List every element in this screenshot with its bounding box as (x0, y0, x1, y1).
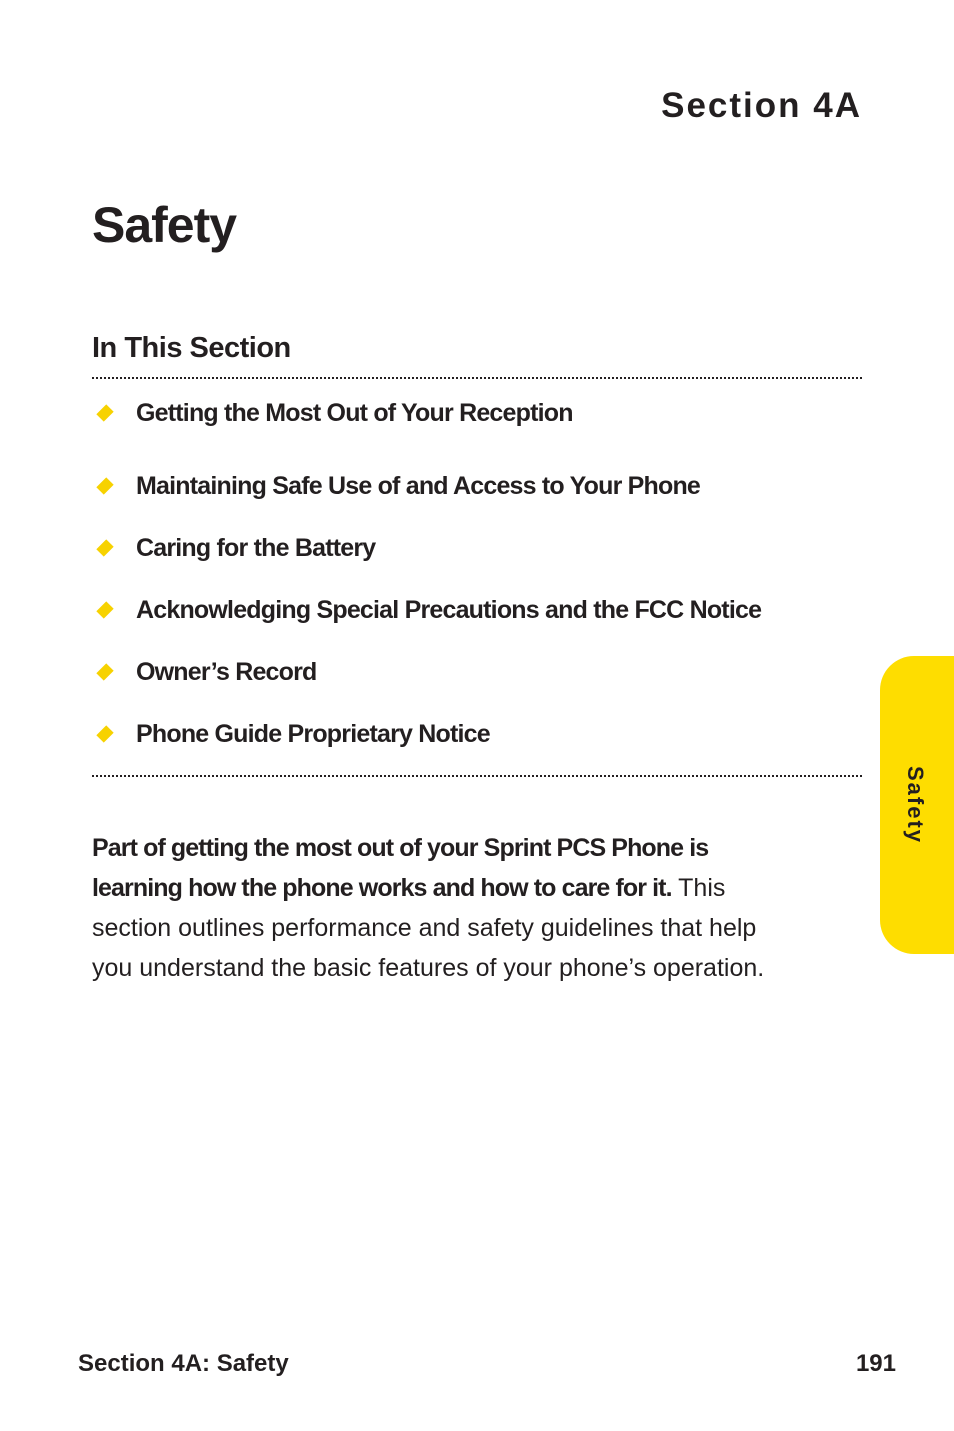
toc-item (92, 703, 862, 765)
intro-bold-text: Part of getting the most out of your Sprint PCS Phone is learning how the phone works and how to care for it. (92, 834, 709, 902)
toc-item-label: Owner’s Record (136, 657, 317, 686)
intro-regular-text: This section outlines performance and safety guidelines that help you understand the basic features of your phone’s operation. (92, 874, 765, 982)
footer-section-title: Section 4A: Safety (78, 1350, 289, 1377)
toc-item (92, 641, 862, 703)
page-number: 191 (855, 1350, 896, 1377)
toc-item (92, 455, 862, 517)
diamond-bullet-icon (96, 404, 113, 421)
toc-item-label: Acknowledging Special Precautions and the FCC Notice (136, 595, 762, 624)
diamond-bullet-icon (96, 725, 113, 742)
in-this-section (92, 332, 862, 777)
bottom-dotted-divider (92, 775, 862, 777)
toc-item (92, 517, 862, 579)
page-title: Safety (92, 197, 237, 253)
diamond-bullet-icon (96, 601, 113, 618)
toc-heading: In This Section (92, 332, 291, 364)
toc-item (92, 393, 862, 433)
toc-item-label: Phone Guide Proprietary Notice (136, 719, 490, 748)
toc-item-label: Caring for the Battery (136, 533, 376, 562)
toc-item-label: Maintaining Safe Use of and Access to Your Phone (136, 471, 701, 500)
intro-paragraph (92, 828, 782, 988)
section-label: Section 4A (661, 86, 862, 125)
side-tab-label: Safety (903, 765, 928, 845)
diamond-bullet-icon (96, 663, 113, 680)
diamond-bullet-icon (96, 477, 113, 494)
diamond-bullet-icon (96, 539, 113, 556)
toc-item-label: Getting the Most Out of Your Reception (136, 398, 573, 427)
toc-list (92, 379, 862, 775)
toc-item (92, 579, 862, 641)
